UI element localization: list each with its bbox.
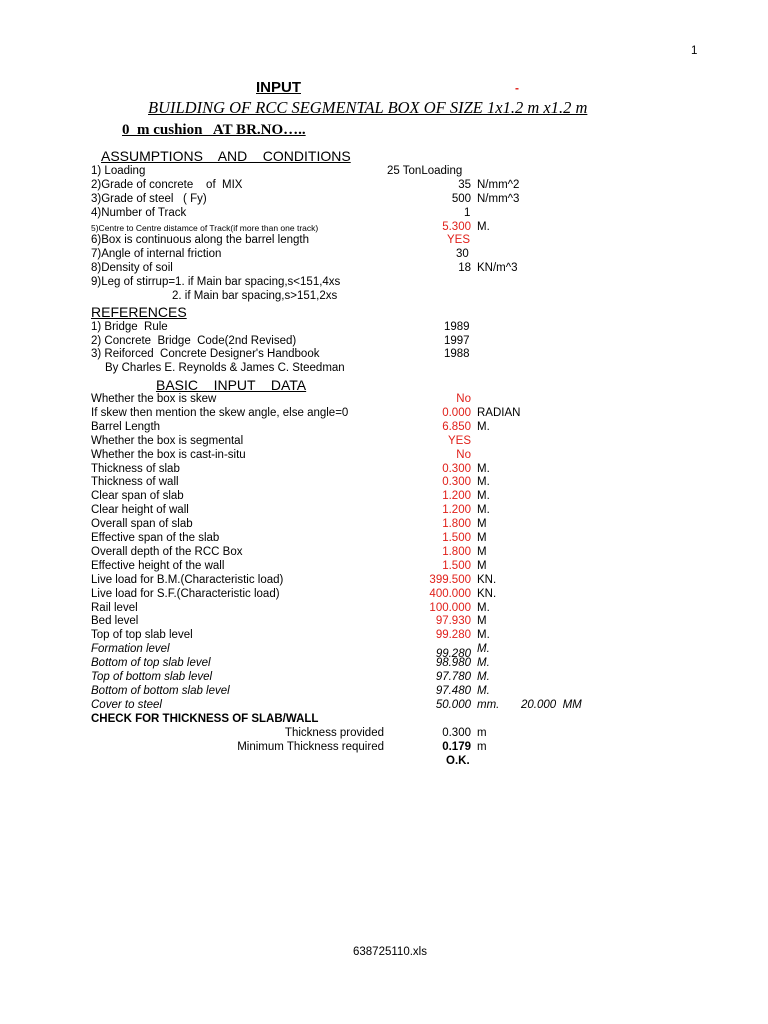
red-mark: - — [515, 81, 519, 95]
thickness-provided-unit: m — [477, 727, 487, 739]
centre-unit: M. — [477, 221, 490, 233]
basic-row-label: Whether the box is cast-in-situ — [91, 449, 246, 461]
basic-row-value: 100.000 — [429, 602, 471, 614]
density-unit: KN/m^3 — [477, 262, 518, 274]
basic-row-label: Whether the box is segmental — [91, 435, 244, 447]
density-label: 8)Density of soil — [91, 262, 173, 274]
basic-row-value: 400.000 — [429, 588, 471, 600]
basic-row-unit: M — [477, 532, 487, 544]
reference-3-year: 1988 — [444, 348, 470, 360]
basic-row-unit: M — [477, 615, 487, 627]
level-row-value: 97.480 — [435, 685, 471, 697]
basic-row-unit: M. — [477, 504, 490, 516]
stirrup-rule-2: 2. if Main bar spacing,s>151,2xs — [172, 290, 338, 302]
stirrup-rule-1: 9)Leg of stirrup=1. if Main bar spacing,s<151,4xs — [91, 276, 341, 288]
minimum-thickness-unit: m — [477, 741, 487, 753]
basic-row-label: Rail level — [91, 602, 138, 614]
steel-unit: N/mm^3 — [477, 193, 520, 205]
basic-row-value: 0.300 — [442, 463, 471, 475]
basic-row-value: 1.200 — [442, 490, 471, 502]
density-value: 18 — [458, 262, 471, 274]
basic-row-value: 0.300 — [442, 476, 471, 488]
basic-row-label: Overall span of slab — [91, 518, 193, 530]
basic-row-value: No — [456, 449, 471, 461]
basic-row-label: Top of top slab level — [91, 629, 193, 641]
loading-value: 25 TonLoading — [387, 165, 463, 177]
level-row-label: Formation level — [91, 643, 170, 655]
level-row-unit: M. — [477, 685, 490, 697]
basic-row-value: 0.000 — [442, 407, 471, 419]
basic-row-value: 1.200 — [442, 504, 471, 516]
basic-row-unit: M. — [477, 421, 490, 433]
level-row-value: 99.280 — [435, 648, 471, 660]
concrete-value: 35 — [458, 179, 471, 191]
basic-row-label: Clear span of slab — [91, 490, 184, 502]
reference-2-year: 1997 — [444, 335, 470, 347]
thickness-provided-value: 0.300 — [442, 727, 471, 739]
centre-value: 5.300 — [442, 221, 471, 233]
basic-row-value: 99.280 — [435, 629, 471, 641]
level-row-unit: M. — [477, 643, 490, 655]
reference-authors: By Charles E. Reynolds & James C. Steedman — [105, 362, 345, 374]
basic-row-unit: M — [477, 518, 487, 530]
basic-row-value: 1.800 — [442, 518, 471, 530]
basic-row-label: Thickness of wall — [91, 476, 179, 488]
basic-row-value: 1.800 — [442, 546, 471, 558]
check-heading: CHECK FOR THICKNESS OF SLAB/WALL — [91, 713, 319, 725]
basic-row-label: Overall depth of the RCC Box — [91, 546, 243, 558]
level-row-unit: mm. — [477, 699, 500, 711]
basic-row-unit: M. — [477, 602, 490, 614]
basic-row-value: YES — [447, 435, 471, 447]
document-subtitle: 0 m cushion AT BR.NO….. — [122, 122, 306, 138]
level-row-label: Top of bottom slab level — [91, 671, 213, 683]
steel-label: 3)Grade of steel ( Fy) — [91, 193, 207, 205]
thickness-provided-label: Thickness provided — [284, 727, 384, 739]
reference-3: 3) Reiforced Concrete Designer's Handbook — [91, 348, 320, 360]
basic-input-heading: BASIC INPUT DATA — [156, 377, 307, 393]
steel-value: 500 — [451, 193, 471, 205]
tracks-label: 4)Number of Track — [91, 207, 187, 219]
continuous-label: 6)Box is continuous along the barrel length — [91, 234, 310, 246]
level-row-value: 97.780 — [435, 671, 471, 683]
basic-row-unit: M. — [477, 476, 490, 488]
level-row-unit: M. — [477, 671, 490, 683]
reference-1: 1) Bridge Rule — [91, 321, 168, 333]
basic-row-unit: RADIAN — [477, 407, 521, 419]
concrete-label: 2)Grade of concrete of MIX — [91, 179, 243, 191]
basic-row-value: 399.500 — [429, 574, 471, 586]
tracks-value: 1 — [464, 207, 471, 219]
basic-row-label: Clear height of wall — [91, 504, 189, 516]
basic-row-unit: M — [477, 560, 487, 572]
basic-row-unit: KN. — [477, 588, 497, 600]
basic-row-value: 97.930 — [435, 615, 471, 627]
check-result: O.K. — [446, 755, 470, 767]
document-title: BUILDING OF RCC SEGMENTAL BOX OF SIZE 1x1.2 m x1.2 m — [148, 98, 588, 117]
basic-row-unit: M. — [477, 629, 490, 641]
level-row-label: Cover to steel — [91, 699, 162, 711]
basic-row-label: Thickness of slab — [91, 463, 180, 475]
friction-value: 30 — [456, 248, 469, 260]
level-row-label: Bottom of top slab level — [91, 657, 211, 669]
level-row-unit: M. — [477, 657, 490, 669]
basic-row-unit: KN. — [477, 574, 497, 586]
basic-row-label: Live load for B.M.(Characteristic load) — [91, 574, 284, 586]
basic-row-label: Barrel Length — [91, 421, 161, 433]
level-row-label: Bottom of bottom slab level — [91, 685, 230, 697]
concrete-unit: N/mm^2 — [477, 179, 520, 191]
basic-row-label: Effective span of the slab — [91, 532, 220, 544]
reference-2: 2) Concrete Bridge Code(2nd Revised) — [91, 335, 297, 347]
level-row-value: 50.000 — [435, 699, 471, 711]
basic-row-label: If skew then mention the skew angle, else angle=0 — [91, 407, 349, 419]
basic-row-value: 1.500 — [442, 532, 471, 544]
level-row-value: 98.980 — [435, 657, 471, 669]
basic-row-value: 1.500 — [442, 560, 471, 572]
basic-row-value: 6.850 — [442, 421, 471, 433]
basic-row-label: Live load for S.F.(Characteristic load) — [91, 588, 280, 600]
centre-label: 5)Centre to Centre distamce of Track(if more than one track) — [91, 223, 319, 233]
assumptions-heading: ASSUMPTIONS AND CONDITIONS — [101, 148, 351, 164]
page-number: 1 — [691, 45, 698, 57]
references-heading: REFERENCES — [91, 304, 187, 320]
loading-label: 1) Loading — [91, 165, 146, 177]
basic-row-unit: M — [477, 546, 487, 558]
basic-row-unit: M. — [477, 463, 490, 475]
input-label: INPUT — [256, 79, 301, 96]
cover-extra: 20.000 MM — [521, 699, 582, 711]
basic-row-unit: M. — [477, 490, 490, 502]
basic-row-label: Whether the box is skew — [91, 393, 217, 405]
footer-filename: 638725110.xls — [353, 946, 427, 958]
minimum-thickness-label: Minimum Thickness required — [237, 741, 384, 753]
basic-row-value: No — [456, 393, 471, 405]
basic-row-label: Effective height of the wall — [91, 560, 225, 572]
friction-label: 7)Angle of internal friction — [91, 248, 222, 260]
reference-1-year: 1989 — [444, 321, 470, 333]
basic-row-label: Bed level — [91, 615, 139, 627]
continuous-value: YES — [447, 234, 471, 246]
minimum-thickness-value: 0.179 — [442, 741, 471, 753]
